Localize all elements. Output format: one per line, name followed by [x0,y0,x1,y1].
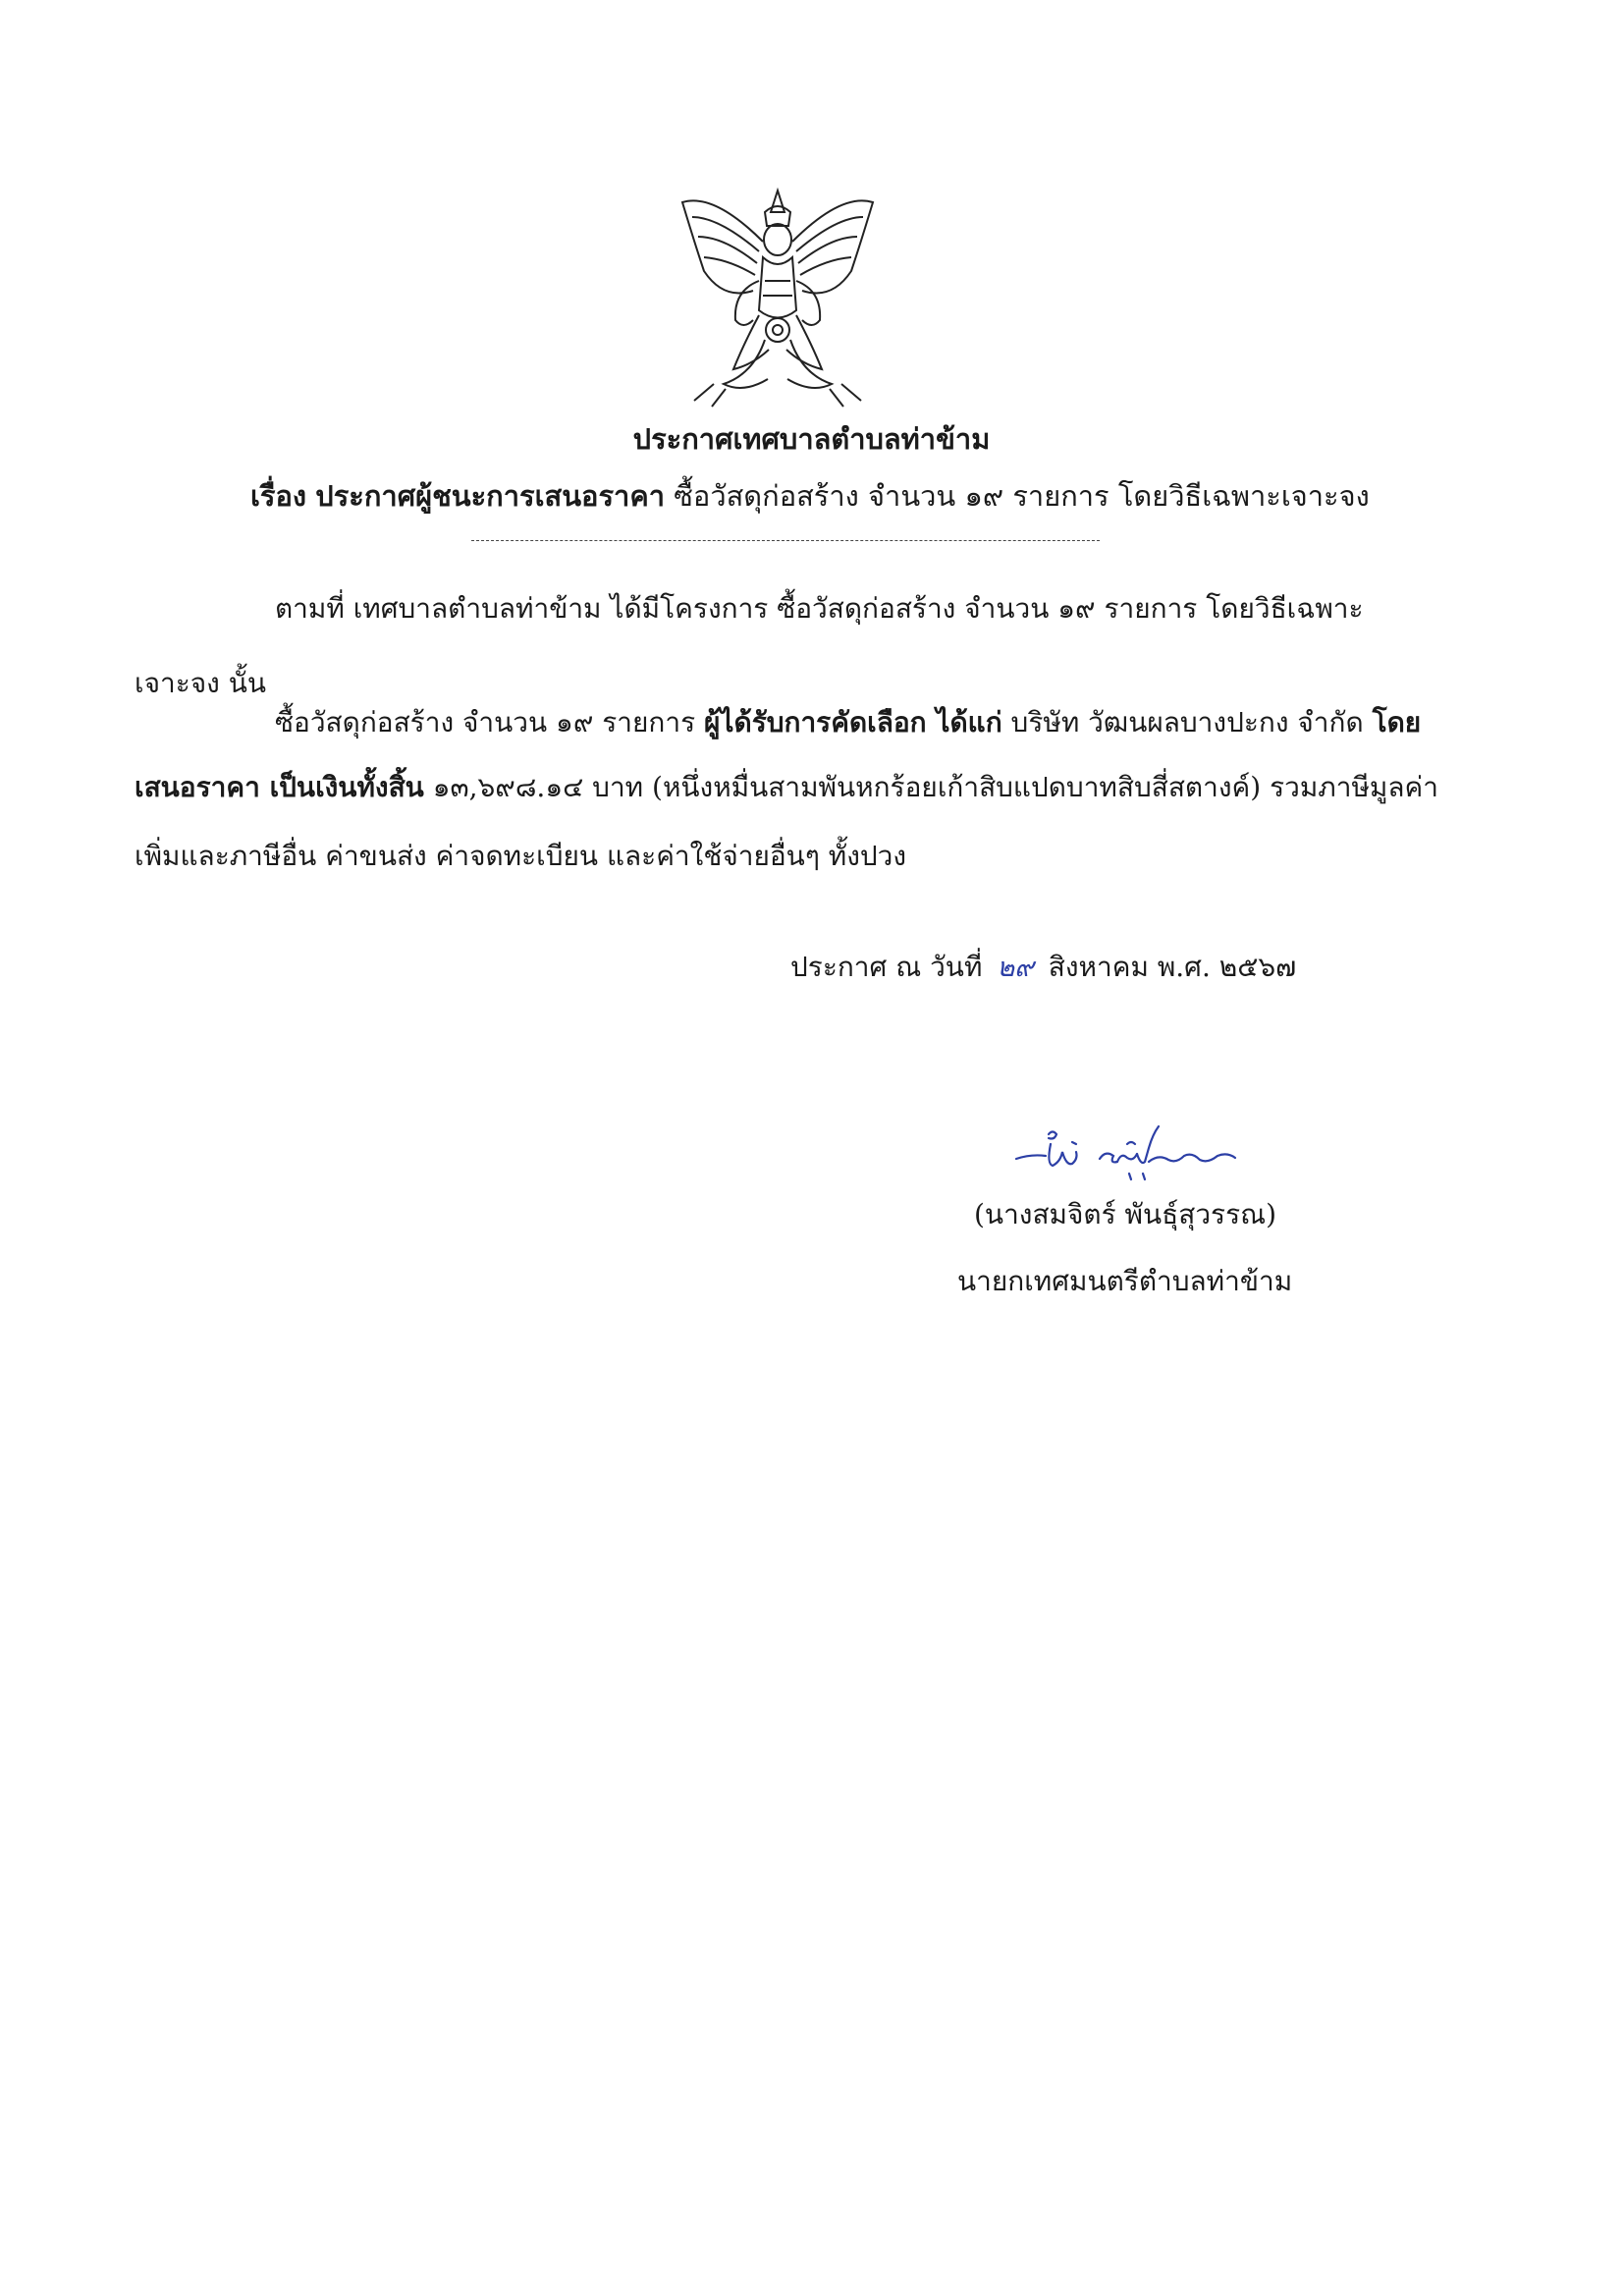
garuda-emblem [675,183,881,409]
date-month-year: สิงหาคม พ.ศ. ๒๕๖๗ [1048,951,1297,983]
paragraph-2-line-3: เพิ่มและภาษีอื่น ค่าขนส่ง ค่าจดทะเบียน และค่าใช้จ่ายอื่นๆ ทั้งปวง [135,840,907,872]
signatory-position: นายกเทศมนตรีตำบลท่าข้าม [957,1265,1293,1297]
handwritten-day: ๒๙ [997,953,1034,983]
announcement-date [790,946,1296,989]
subject-prefix: เรื่อง [250,479,307,513]
paragraph-2-line-2 [135,766,1438,809]
paragraph-1-line-1: ตามที่ เทศบาลตำบลท่าข้าม ได้มีโครงการ ซื้อวัสดุก่อสร้าง จำนวน ๑๙ รายการ โดยวิธีเฉพาะ [275,592,1364,625]
para2-part2: บริษัท วัฒนผลบางปะกง จำกัด [1010,706,1364,738]
subject-bold: ประกาศผู้ชนะการเสนอราคา [315,479,665,513]
dashed-divider [471,540,1100,541]
signatory-name: (นางสมจิตร์ พันธุ์สุวรรณ) [974,1198,1277,1230]
subject-rest: ซื้อวัสดุก่อสร้าง จำนวน ๑๙ รายการ โดยวิธีเฉพาะเจาะจง [674,479,1370,513]
date-prefix: ประกาศ ณ วันที่ [790,951,983,983]
paragraph-1-line-2: เจาะจง นั้น [135,667,266,699]
para2-part1: ซื้อวัสดุก่อสร้าง จำนวน ๑๙ รายการ [275,706,696,738]
para2-bold1: ผู้ได้รับการคัดเลือก ได้แก่ [704,706,1002,738]
para3-rest: ๑๓,๖๙๘.๑๔ บาท (หนึ่งหมื่นสามพันหกร้อยเก้าสิบแปดบาทสิบสี่สตางค์) รวมภาษีมูลค่า [432,771,1438,803]
paragraph-2-line-1 [275,701,1421,744]
signature-image [1011,1105,1252,1193]
announcement-title: ประกาศเทศบาลตำบลท่าข้าม [632,422,991,456]
para2-bold2: โดย [1372,706,1422,738]
announcement-subject [250,473,1370,519]
para3-bold: เสนอราคา เป็นเงินทั้งสิ้น [135,771,424,803]
